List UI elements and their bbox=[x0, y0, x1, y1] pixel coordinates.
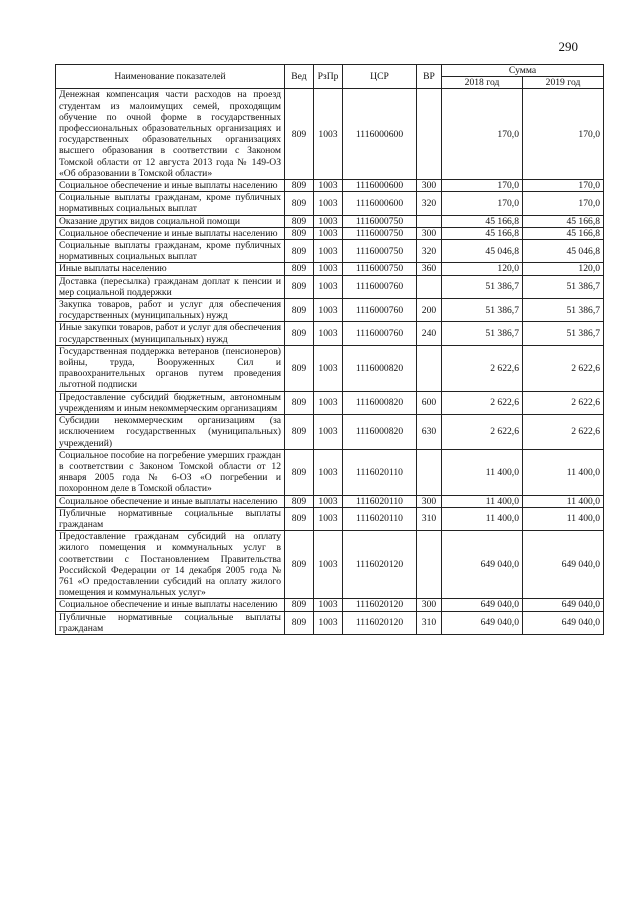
cell-2019: 170,0 bbox=[523, 89, 604, 180]
cell-rzpr: 1003 bbox=[314, 299, 343, 322]
cell-name: Предоставление субсидий бюджетным, автономным учреждениям и иным некоммерческим организациям bbox=[56, 391, 285, 414]
cell-name: Субсидии некоммерческим организациям (за исключением государственных (муниципальных) учреждений) bbox=[56, 415, 285, 450]
cell-2018: 45 046,8 bbox=[442, 240, 523, 263]
cell-2018: 51 386,7 bbox=[442, 299, 523, 322]
cell-ved: 809 bbox=[285, 495, 314, 507]
cell-name: Социальные выплаты гражданам, кроме публичных нормативных социальных выплат bbox=[56, 240, 285, 263]
cell-name: Государственная поддержка ветеранов (пенсионеров) войны, труда, Вооруженных Сил и правоохранительных органов путем проведения льготной подписки bbox=[56, 345, 285, 391]
cell-2019: 45 166,8 bbox=[523, 215, 604, 227]
cell-name: Доставка (пересылка) гражданам доплат к пенсии и мер социальной поддержки bbox=[56, 275, 285, 298]
header-2019: 2019 год bbox=[523, 77, 604, 89]
cell-vr: 200 bbox=[417, 299, 442, 322]
cell-2019: 51 386,7 bbox=[523, 322, 604, 345]
cell-csr: 1116020110 bbox=[343, 449, 417, 495]
cell-2019: 2 622,6 bbox=[523, 415, 604, 450]
cell-rzpr: 1003 bbox=[314, 531, 343, 599]
cell-ved: 809 bbox=[285, 299, 314, 322]
cell-ved: 809 bbox=[285, 611, 314, 634]
cell-vr: 300 bbox=[417, 495, 442, 507]
cell-name: Социальные выплаты гражданам, кроме публичных нормативных социальных выплат bbox=[56, 192, 285, 215]
cell-2019: 170,0 bbox=[523, 192, 604, 215]
cell-2018: 11 400,0 bbox=[442, 449, 523, 495]
cell-name: Социальное обеспечение и иные выплаты населению bbox=[56, 599, 285, 611]
table-row bbox=[56, 391, 604, 414]
header-name: Наименование показателей bbox=[56, 65, 285, 89]
cell-vr: 310 bbox=[417, 507, 442, 530]
header-ved: Вед bbox=[285, 65, 314, 89]
cell-csr: 1116000600 bbox=[343, 180, 417, 192]
cell-ved: 809 bbox=[285, 227, 314, 239]
cell-ved: 809 bbox=[285, 599, 314, 611]
table-row bbox=[56, 299, 604, 322]
cell-ved: 809 bbox=[285, 391, 314, 414]
cell-name: Предоставление гражданам субсидий на оплату жилого помещения и коммунальных услуг в соответствии с Постановлением Правительства Российской Федерации от 14 декабря 2005 года № 761 «О предоставлении субсидий на оплату жилого помещения и коммунальных услуг» bbox=[56, 531, 285, 599]
cell-name: Денежная компенсация части расходов на проезд студентам из малоимущих семей, проходящим обучение по очной форме в государственных профессиональных образовательных организациях и государственных образовательных организациях высшего образования в соответствии с Законом Томской области от 12 августа 2013 года № 149-ОЗ «Об образовании в Томской области» bbox=[56, 89, 285, 180]
cell-csr: 1116000750 bbox=[343, 240, 417, 263]
cell-vr bbox=[417, 89, 442, 180]
cell-csr: 1116000600 bbox=[343, 192, 417, 215]
cell-2018: 649 040,0 bbox=[442, 611, 523, 634]
cell-csr: 1116000760 bbox=[343, 322, 417, 345]
cell-ved: 809 bbox=[285, 449, 314, 495]
cell-rzpr: 1003 bbox=[314, 263, 343, 275]
cell-2019: 649 040,0 bbox=[523, 611, 604, 634]
cell-vr: 360 bbox=[417, 263, 442, 275]
header-vr: ВР bbox=[417, 65, 442, 89]
table-row bbox=[56, 415, 604, 450]
cell-name: Публичные нормативные социальные выплаты гражданам bbox=[56, 611, 285, 634]
cell-ved: 809 bbox=[285, 322, 314, 345]
cell-vr bbox=[417, 275, 442, 298]
cell-vr: 630 bbox=[417, 415, 442, 450]
cell-2018: 2 622,6 bbox=[442, 391, 523, 414]
cell-vr bbox=[417, 345, 442, 391]
cell-csr: 1116020120 bbox=[343, 599, 417, 611]
cell-vr: 320 bbox=[417, 192, 442, 215]
cell-name: Социальное обеспечение и иные выплаты населению bbox=[56, 227, 285, 239]
cell-vr bbox=[417, 531, 442, 599]
cell-rzpr: 1003 bbox=[314, 215, 343, 227]
cell-ved: 809 bbox=[285, 275, 314, 298]
cell-rzpr: 1003 bbox=[314, 495, 343, 507]
cell-2019: 120,0 bbox=[523, 263, 604, 275]
cell-name: Публичные нормативные социальные выплаты гражданам bbox=[56, 507, 285, 530]
table-row bbox=[56, 275, 604, 298]
table-row bbox=[56, 599, 604, 611]
cell-rzpr: 1003 bbox=[314, 275, 343, 298]
cell-2018: 51 386,7 bbox=[442, 275, 523, 298]
cell-ved: 809 bbox=[285, 240, 314, 263]
cell-ved: 809 bbox=[285, 345, 314, 391]
cell-2019: 51 386,7 bbox=[523, 299, 604, 322]
cell-2018: 51 386,7 bbox=[442, 322, 523, 345]
cell-csr: 1116020110 bbox=[343, 495, 417, 507]
cell-rzpr: 1003 bbox=[314, 89, 343, 180]
cell-rzpr: 1003 bbox=[314, 180, 343, 192]
page-number: 290 bbox=[558, 39, 578, 54]
cell-csr: 1116000820 bbox=[343, 391, 417, 414]
table-row bbox=[56, 89, 604, 180]
cell-2019: 170,0 bbox=[523, 180, 604, 192]
cell-csr: 1116000750 bbox=[343, 263, 417, 275]
header-sum: Сумма bbox=[442, 65, 604, 77]
cell-2019: 45 166,8 bbox=[523, 227, 604, 239]
cell-2019: 51 386,7 bbox=[523, 275, 604, 298]
cell-vr: 300 bbox=[417, 599, 442, 611]
cell-2019: 45 046,8 bbox=[523, 240, 604, 263]
cell-vr bbox=[417, 449, 442, 495]
cell-2019: 11 400,0 bbox=[523, 449, 604, 495]
cell-name: Социальное обеспечение и иные выплаты населению bbox=[56, 180, 285, 192]
cell-rzpr: 1003 bbox=[314, 240, 343, 263]
cell-name: Социальное пособие на погребение умерших граждан в соответствии с Законом Томской области от 12 января 2005 года № 6-ОЗ «О погребении и похоронном деле в Томской области» bbox=[56, 449, 285, 495]
cell-2018: 45 166,8 bbox=[442, 215, 523, 227]
table-row bbox=[56, 495, 604, 507]
cell-csr: 1116000750 bbox=[343, 215, 417, 227]
cell-rzpr: 1003 bbox=[314, 391, 343, 414]
cell-csr: 1116000600 bbox=[343, 89, 417, 180]
cell-vr: 300 bbox=[417, 180, 442, 192]
cell-2018: 170,0 bbox=[442, 89, 523, 180]
table-row bbox=[56, 345, 604, 391]
table-row bbox=[56, 322, 604, 345]
cell-rzpr: 1003 bbox=[314, 507, 343, 530]
cell-2018: 45 166,8 bbox=[442, 227, 523, 239]
table-row bbox=[56, 263, 604, 275]
header-2018: 2018 год bbox=[442, 77, 523, 89]
cell-ved: 809 bbox=[285, 415, 314, 450]
cell-vr: 300 bbox=[417, 227, 442, 239]
cell-2018: 11 400,0 bbox=[442, 495, 523, 507]
table-row bbox=[56, 192, 604, 215]
cell-2019: 11 400,0 bbox=[523, 495, 604, 507]
cell-rzpr: 1003 bbox=[314, 611, 343, 634]
table-row bbox=[56, 215, 604, 227]
cell-2019: 2 622,6 bbox=[523, 345, 604, 391]
cell-2018: 120,0 bbox=[442, 263, 523, 275]
cell-2018: 170,0 bbox=[442, 180, 523, 192]
cell-rzpr: 1003 bbox=[314, 345, 343, 391]
cell-vr bbox=[417, 215, 442, 227]
cell-name: Иные выплаты населению bbox=[56, 263, 285, 275]
cell-ved: 809 bbox=[285, 263, 314, 275]
cell-csr: 1116000760 bbox=[343, 275, 417, 298]
cell-vr: 310 bbox=[417, 611, 442, 634]
cell-name: Закупка товаров, работ и услуг для обеспечения государственных (муниципальных) нужд bbox=[56, 299, 285, 322]
table-row bbox=[56, 240, 604, 263]
table-row bbox=[56, 611, 604, 634]
cell-2018: 649 040,0 bbox=[442, 599, 523, 611]
table-body bbox=[56, 89, 604, 635]
cell-rzpr: 1003 bbox=[314, 227, 343, 239]
table-row bbox=[56, 180, 604, 192]
cell-ved: 809 bbox=[285, 192, 314, 215]
cell-ved: 809 bbox=[285, 89, 314, 180]
cell-csr: 1116000750 bbox=[343, 227, 417, 239]
cell-ved: 809 bbox=[285, 215, 314, 227]
cell-2018: 2 622,6 bbox=[442, 345, 523, 391]
table-row bbox=[56, 449, 604, 495]
cell-2018: 170,0 bbox=[442, 192, 523, 215]
cell-rzpr: 1003 bbox=[314, 192, 343, 215]
cell-rzpr: 1003 bbox=[314, 449, 343, 495]
cell-rzpr: 1003 bbox=[314, 415, 343, 450]
header-csr: ЦСР bbox=[343, 65, 417, 89]
cell-2018: 11 400,0 bbox=[442, 507, 523, 530]
cell-csr: 1116000820 bbox=[343, 345, 417, 391]
cell-csr: 1116020120 bbox=[343, 611, 417, 634]
cell-vr: 240 bbox=[417, 322, 442, 345]
cell-ved: 809 bbox=[285, 507, 314, 530]
cell-csr: 1116000760 bbox=[343, 299, 417, 322]
cell-csr: 1116020120 bbox=[343, 531, 417, 599]
cell-rzpr: 1003 bbox=[314, 599, 343, 611]
cell-2019: 649 040,0 bbox=[523, 531, 604, 599]
table-row bbox=[56, 507, 604, 530]
cell-vr: 600 bbox=[417, 391, 442, 414]
cell-name: Оказание других видов социальной помощи bbox=[56, 215, 285, 227]
cell-csr: 1116000820 bbox=[343, 415, 417, 450]
budget-table bbox=[55, 64, 604, 635]
cell-2018: 649 040,0 bbox=[442, 531, 523, 599]
cell-2019: 2 622,6 bbox=[523, 391, 604, 414]
cell-ved: 809 bbox=[285, 531, 314, 599]
table-row bbox=[56, 227, 604, 239]
cell-2019: 649 040,0 bbox=[523, 599, 604, 611]
cell-csr: 1116020110 bbox=[343, 507, 417, 530]
cell-name: Социальное обеспечение и иные выплаты населению bbox=[56, 495, 285, 507]
cell-name: Иные закупки товаров, работ и услуг для обеспечения государственных (муниципальных) нужд bbox=[56, 322, 285, 345]
cell-2019: 11 400,0 bbox=[523, 507, 604, 530]
cell-2018: 2 622,6 bbox=[442, 415, 523, 450]
cell-vr: 320 bbox=[417, 240, 442, 263]
header-rzpr: РзПр bbox=[314, 65, 343, 89]
cell-rzpr: 1003 bbox=[314, 322, 343, 345]
cell-ved: 809 bbox=[285, 180, 314, 192]
table-row bbox=[56, 531, 604, 599]
